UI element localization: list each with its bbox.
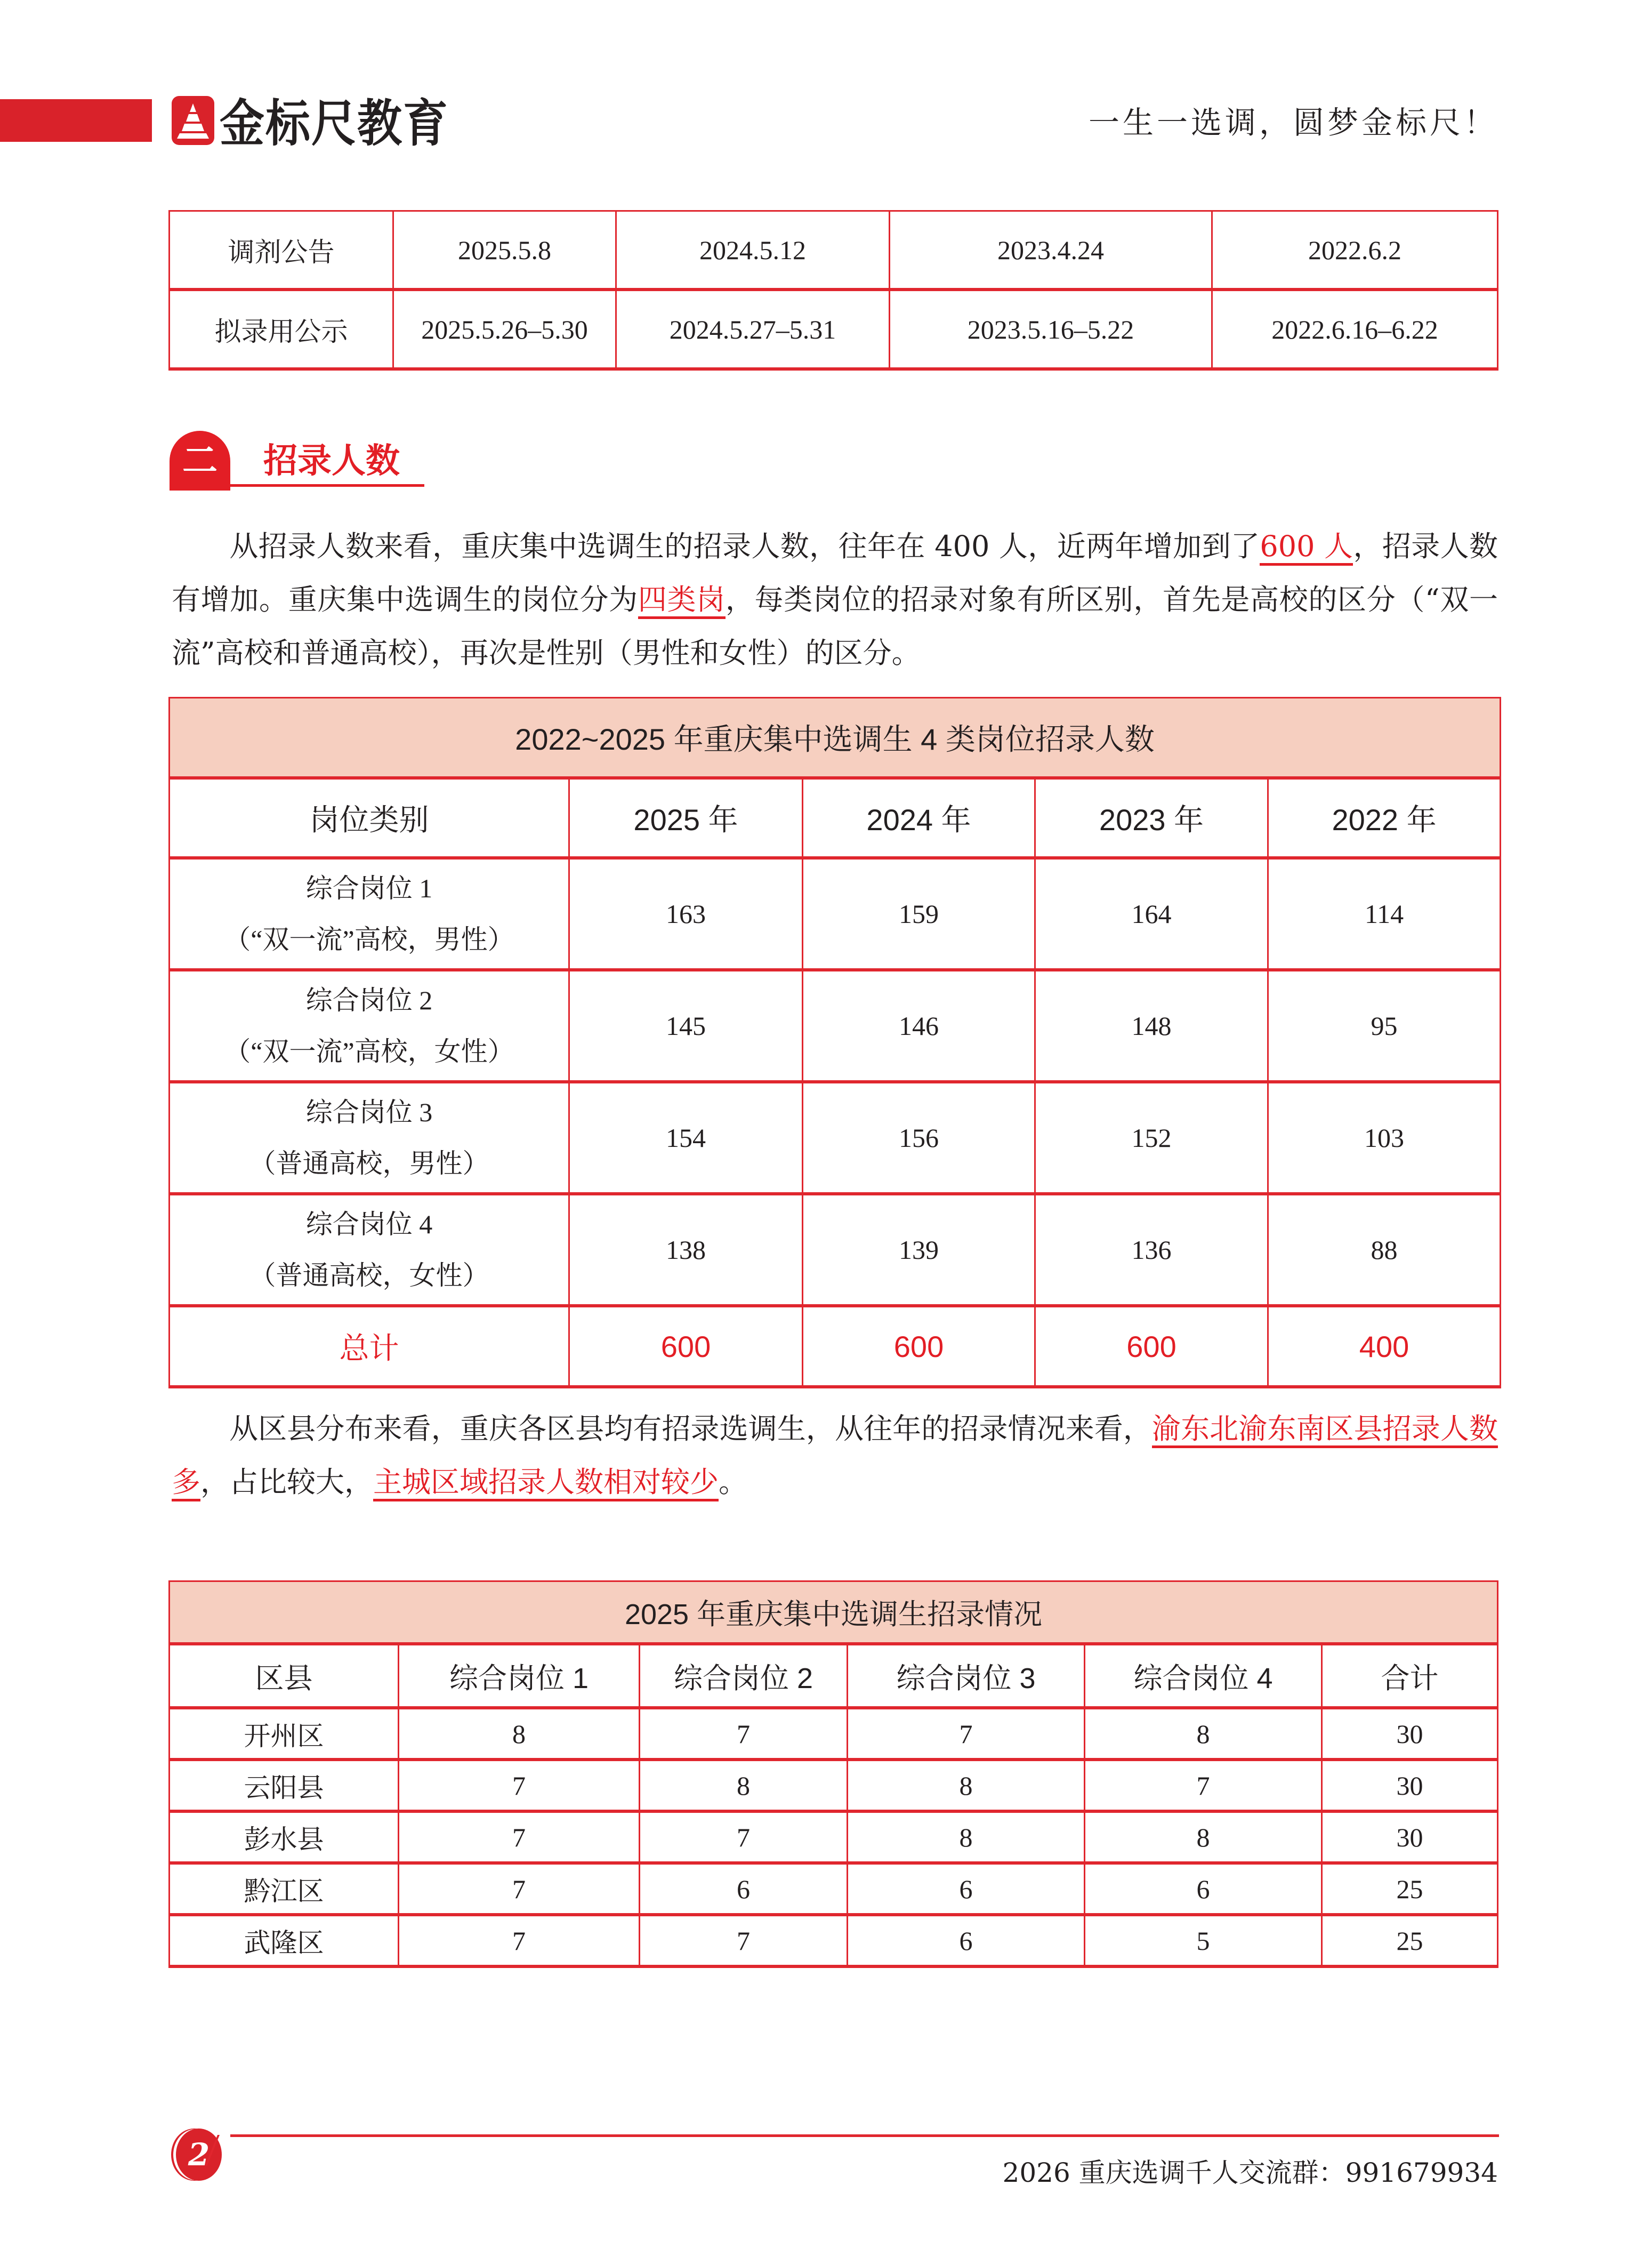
table-cell: 8 bbox=[1085, 1811, 1322, 1863]
column-header: 综合岗位 3 bbox=[848, 1644, 1085, 1708]
table-cell: 8 bbox=[1085, 1708, 1322, 1760]
table-cell: 156 bbox=[803, 1082, 1035, 1194]
table-cell: 7 bbox=[848, 1708, 1085, 1760]
table-cell: 146 bbox=[803, 970, 1035, 1082]
page-number: 2 bbox=[188, 2136, 210, 2173]
table-total-row bbox=[170, 1306, 1501, 1387]
table-cell: 2022.6.16–6.22 bbox=[1212, 290, 1498, 369]
column-header: 综合岗位 2 bbox=[640, 1644, 848, 1708]
table-cell: 8 bbox=[640, 1760, 848, 1811]
table-cell: 2023.4.24 bbox=[890, 211, 1212, 290]
table-title: 2022~2025 年重庆集中选调生 4 类岗位招录人数 bbox=[170, 698, 1501, 778]
position-cell bbox=[170, 970, 569, 1082]
table-cell: 152 bbox=[1035, 1082, 1268, 1194]
highlight-main-city: 主城区域招录人数相对较少 bbox=[373, 1465, 719, 1501]
table-row bbox=[170, 1760, 1498, 1811]
district-name: 武隆区 bbox=[170, 1915, 399, 1966]
text: ，招录人数有增加。重庆集中选调生的岗位分为 bbox=[172, 529, 1498, 616]
position-name: 综合岗位 2 bbox=[305, 985, 433, 1015]
table-cell: 25 bbox=[1322, 1915, 1498, 1966]
table-cell: 95 bbox=[1268, 970, 1501, 1082]
position-name: 综合岗位 1 bbox=[305, 873, 433, 903]
table-cell: 7 bbox=[640, 1708, 848, 1760]
footer-text: 2026 重庆选调千人交流群：991679934 bbox=[1002, 2157, 1498, 2188]
position-name: 综合岗位 3 bbox=[305, 1097, 433, 1127]
text: ，占比较大， bbox=[200, 1465, 373, 1499]
position-desc: （“双一流”高校，女性） bbox=[224, 1037, 514, 1066]
table-cell: 2022.6.2 bbox=[1212, 211, 1498, 290]
table-cell: 148 bbox=[1035, 970, 1268, 1082]
column-header: 2024 年 bbox=[803, 778, 1035, 858]
table-row bbox=[170, 970, 1501, 1082]
table-cell: 154 bbox=[569, 1082, 803, 1194]
table-cell: 163 bbox=[569, 858, 803, 970]
district-name: 黔江区 bbox=[170, 1863, 399, 1915]
position-cell bbox=[170, 858, 569, 970]
table-row bbox=[170, 1194, 1501, 1306]
highlight-northeast-southeast: 渝东北渝东南区县招录人数多 bbox=[172, 1412, 1498, 1501]
highlight-600: 600 人 bbox=[1260, 529, 1353, 566]
total-cell: 600 bbox=[803, 1306, 1035, 1387]
district-name: 云阳县 bbox=[170, 1760, 399, 1811]
table-cell: 159 bbox=[803, 858, 1035, 970]
section-number: 二 bbox=[182, 440, 217, 481]
header-slogan: 一生一选调，圆梦金标尺！ bbox=[1088, 105, 1498, 141]
table-cell: 103 bbox=[1268, 1082, 1501, 1194]
text: 。 bbox=[719, 1465, 747, 1499]
table-cell: 30 bbox=[1322, 1760, 1498, 1811]
text: 从招录人数来看，重庆集中选调生的招录人数，往年在 400 人，近两年增加到了 bbox=[229, 529, 1260, 563]
total-cell: 600 bbox=[1035, 1306, 1268, 1387]
column-header: 区县 bbox=[170, 1644, 399, 1708]
section-number-badge bbox=[170, 431, 230, 491]
table-cell: 114 bbox=[1268, 858, 1501, 970]
table-cell: 7 bbox=[399, 1863, 640, 1915]
table-cell: 8 bbox=[848, 1760, 1085, 1811]
header-red-bar bbox=[0, 99, 152, 142]
position-desc: （普通高校，女性） bbox=[249, 1260, 489, 1290]
table-cell: 7 bbox=[1085, 1760, 1322, 1811]
table-cell: 145 bbox=[569, 970, 803, 1082]
column-header: 合计 bbox=[1322, 1644, 1498, 1708]
table-title-row bbox=[170, 1581, 1498, 1644]
district-name: 彭水县 bbox=[170, 1811, 399, 1863]
table-cell: 6 bbox=[640, 1863, 848, 1915]
table-row bbox=[170, 1708, 1498, 1760]
district-table bbox=[168, 1580, 1498, 1968]
table-cell: 164 bbox=[1035, 858, 1268, 970]
position-cell bbox=[170, 1194, 569, 1306]
table-cell: 8 bbox=[848, 1811, 1085, 1863]
page-number-badge bbox=[176, 2129, 222, 2181]
table-row bbox=[170, 1811, 1498, 1863]
table-row bbox=[170, 858, 1501, 970]
brand-logo-text: 金标尺教育 bbox=[220, 94, 449, 153]
table-row bbox=[170, 1915, 1498, 1966]
total-label: 总计 bbox=[170, 1306, 569, 1387]
table-cell: 7 bbox=[640, 1915, 848, 1966]
section-underline bbox=[174, 484, 424, 487]
table-cell: 25 bbox=[1322, 1863, 1498, 1915]
section-title: 招录人数 bbox=[263, 441, 400, 481]
table-title-row bbox=[170, 698, 1501, 778]
table-cell: 6 bbox=[1085, 1863, 1322, 1915]
column-header: 2023 年 bbox=[1035, 778, 1268, 858]
table-cell: 2025.5.26–5.30 bbox=[393, 290, 616, 369]
paragraph-districts bbox=[172, 1402, 1498, 1509]
table-cell: 30 bbox=[1322, 1811, 1498, 1863]
logo-pyramid-icon bbox=[172, 96, 214, 145]
table-cell: 6 bbox=[848, 1863, 1085, 1915]
row-label: 调剂公告 bbox=[170, 211, 393, 290]
column-header: 综合岗位 4 bbox=[1085, 1644, 1322, 1708]
table-row bbox=[170, 1863, 1498, 1915]
table-cell: 138 bbox=[569, 1194, 803, 1306]
table-cell: 139 bbox=[803, 1194, 1035, 1306]
table-header-row bbox=[170, 778, 1501, 858]
text: 从区县分布来看，重庆各区县均有招录选调生，从往年的招录情况来看， bbox=[229, 1412, 1152, 1445]
table-cell: 5 bbox=[1085, 1915, 1322, 1966]
table-cell: 7 bbox=[399, 1811, 640, 1863]
table-row bbox=[170, 1082, 1501, 1194]
total-cell: 400 bbox=[1268, 1306, 1501, 1387]
table-cell: 88 bbox=[1268, 1194, 1501, 1306]
table-cell: 7 bbox=[640, 1811, 848, 1863]
position-name: 综合岗位 4 bbox=[305, 1209, 433, 1239]
district-name: 开州区 bbox=[170, 1708, 399, 1760]
position-cell bbox=[170, 1082, 569, 1194]
table-row bbox=[170, 290, 1498, 369]
table-cell: 30 bbox=[1322, 1708, 1498, 1760]
table-row bbox=[170, 211, 1498, 290]
column-header: 岗位类别 bbox=[170, 778, 569, 858]
table-cell: 8 bbox=[399, 1708, 640, 1760]
footer-divider bbox=[230, 2134, 1499, 2137]
position-desc: （普通高校，男性） bbox=[249, 1148, 489, 1178]
table-cell: 7 bbox=[399, 1915, 640, 1966]
position-desc: （“双一流”高校，男性） bbox=[224, 925, 514, 954]
table-cell: 6 bbox=[848, 1915, 1085, 1966]
highlight-four-types: 四类岗 bbox=[638, 583, 726, 619]
column-header: 2025 年 bbox=[569, 778, 803, 858]
column-header: 2022 年 bbox=[1268, 778, 1501, 858]
schedule-table bbox=[168, 210, 1498, 371]
table-title: 2025 年重庆集中选调生招录情况 bbox=[170, 1581, 1498, 1644]
paragraph-enrollment bbox=[172, 520, 1498, 680]
table-header-row bbox=[170, 1644, 1498, 1708]
column-header: 综合岗位 1 bbox=[399, 1644, 640, 1708]
row-label: 拟录用公示 bbox=[170, 290, 393, 369]
table-cell: 2024.5.12 bbox=[616, 211, 890, 290]
table-cell: 2024.5.27–5.31 bbox=[616, 290, 890, 369]
text: ，每类岗位的招录对象有所区别，首先是高校的区分（“双一流”高校和普通高校），再次是性别（男性和女性）的区分。 bbox=[172, 583, 1498, 670]
table-cell: 136 bbox=[1035, 1194, 1268, 1306]
positions-table bbox=[168, 697, 1501, 1388]
total-cell: 600 bbox=[569, 1306, 803, 1387]
table-cell: 2023.5.16–5.22 bbox=[890, 290, 1212, 369]
table-cell: 2025.5.8 bbox=[393, 211, 616, 290]
table-cell: 7 bbox=[399, 1760, 640, 1811]
